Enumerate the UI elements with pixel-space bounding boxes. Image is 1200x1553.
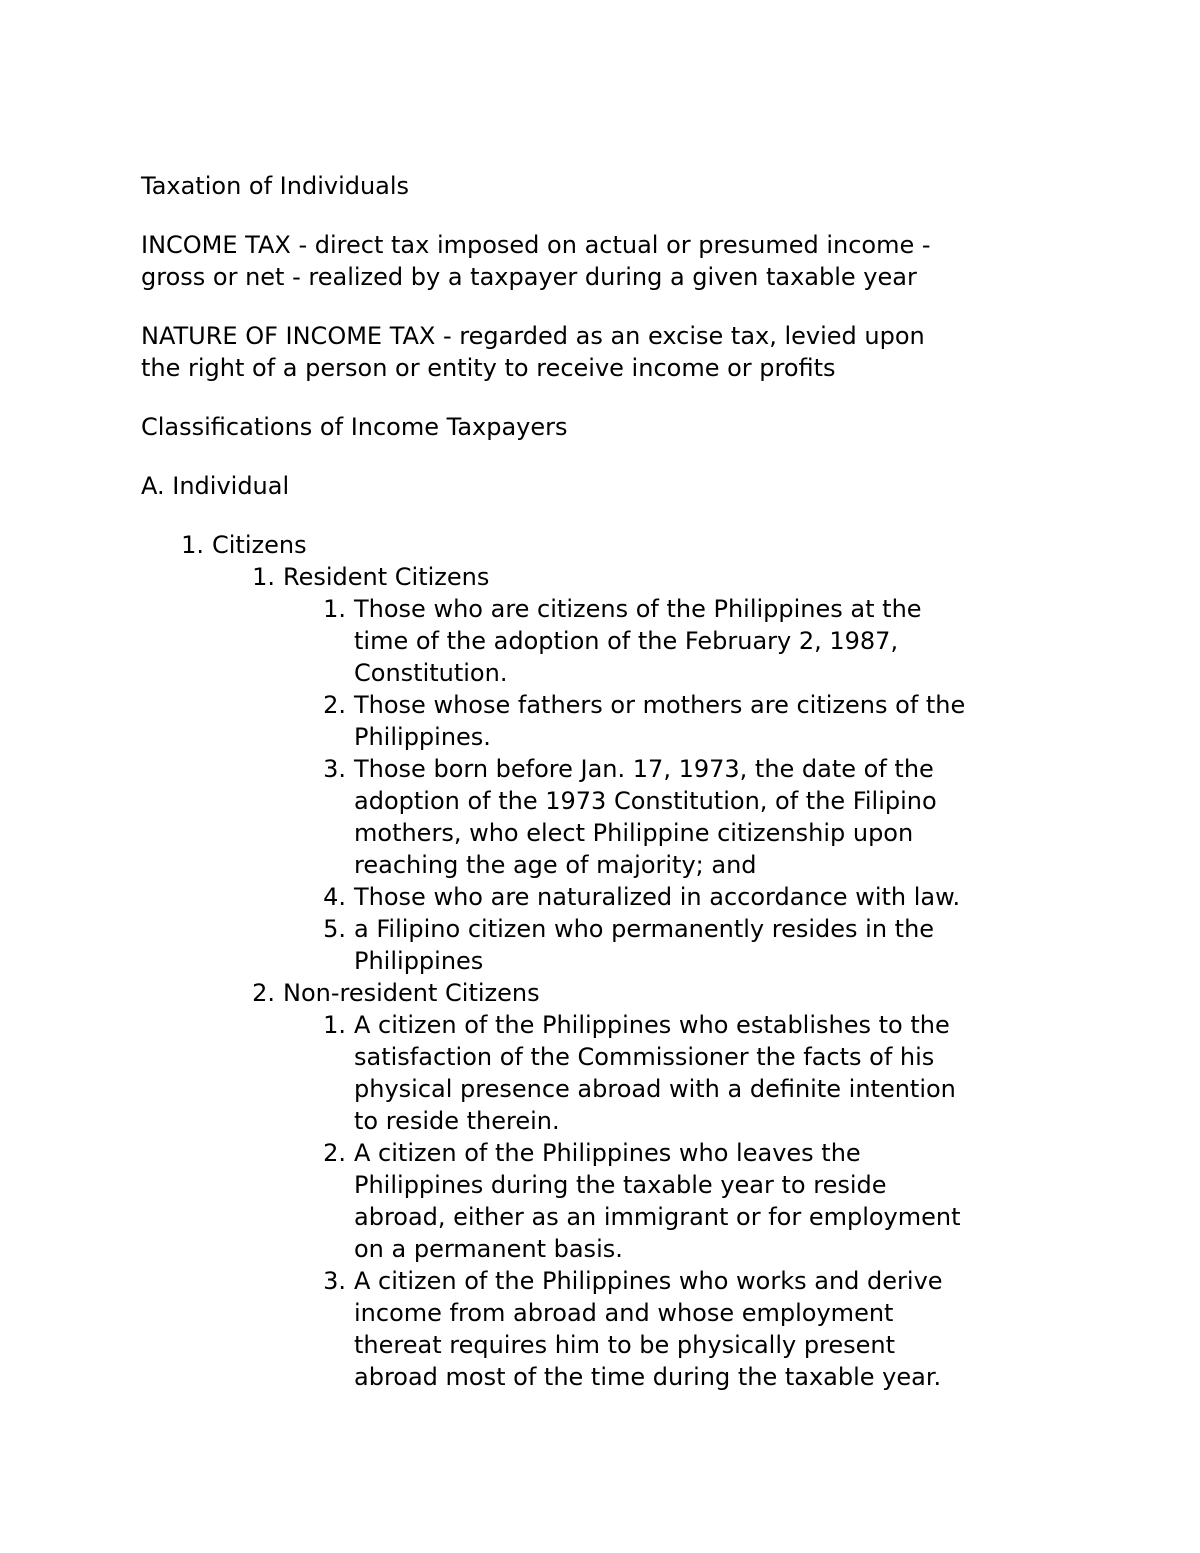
list-item [323, 1137, 961, 1265]
list-item [323, 913, 935, 977]
list-number: 1. [181, 531, 204, 559]
list-number: 2. [323, 1139, 346, 1167]
list-item-line: Philippines [354, 947, 484, 975]
list-item-line: abroad most of the time during the taxable year. [354, 1363, 942, 1391]
list-item-line: income from abroad and whose employment [354, 1299, 894, 1327]
list-item-text [354, 1265, 943, 1393]
list-item-label: Resident Citizens [283, 563, 490, 591]
list-item-line: time of the adoption of the February 2, 1987, [354, 627, 899, 655]
list-item-line: Those who are citizens of the Philippines at the [354, 595, 922, 623]
list-number: 3. [323, 755, 346, 783]
list-item [323, 593, 922, 689]
list-item-line: abroad, either as an immigrant or for employment [354, 1203, 961, 1231]
list-number: 1. [323, 1011, 346, 1039]
list-item-text [354, 1009, 956, 1137]
nature-line: NATURE OF INCOME TAX - regarded as an excise tax, levied upon [141, 322, 925, 350]
list-item-line: Constitution. [354, 659, 508, 687]
list-item [323, 1265, 943, 1393]
list-item-line: adoption of the 1973 Constitution, of the Filipino [354, 787, 937, 815]
income-tax-line: INCOME TAX - direct tax imposed on actual or presumed income - [141, 231, 931, 259]
list-item-line: Philippines. [354, 723, 491, 751]
list-number: 5. [323, 915, 346, 943]
list-item-label: Non-resident Citizens [283, 979, 540, 1007]
list-item-text [354, 593, 922, 689]
list-item-line: physical presence abroad with a definite intention [354, 1075, 956, 1103]
list-item-text [354, 689, 965, 753]
list-item-text [354, 913, 934, 977]
list-item-line: Those whose fathers or mothers are citizens of the [354, 691, 966, 719]
classifications-heading: Classifications of Income Taxpayers [141, 413, 568, 441]
list-item-line: Those born before Jan. 17, 1973, the date of the [354, 755, 934, 783]
section-a-heading: A. Individual [141, 472, 290, 500]
list-number: 4. [323, 883, 346, 911]
list-item-nonresident-citizens [252, 977, 540, 1009]
list-item-label: Citizens [212, 531, 307, 559]
list-number: 2. [252, 979, 275, 1007]
nature-line: the right of a person or entity to receive income or profits [141, 354, 836, 382]
list-item [323, 753, 937, 881]
list-item-text [354, 881, 960, 913]
list-item [323, 689, 966, 753]
list-number: 1. [252, 563, 275, 591]
list-item-citizens [181, 529, 307, 561]
list-number: 2. [323, 691, 346, 719]
list-number: 3. [323, 1267, 346, 1295]
list-item-line: a Filipino citizen who permanently resides in the [354, 915, 935, 943]
list-item-line: A citizen of the Philippines who establishes to the [354, 1011, 950, 1039]
list-item-line: A citizen of the Philippines who leaves the [354, 1139, 861, 1167]
list-number: 1. [323, 595, 346, 623]
list-item-line: on a permanent basis. [354, 1235, 623, 1263]
list-item-line: Philippines during the taxable year to reside [354, 1171, 887, 1199]
list-item-line: satisfaction of the Commissioner the facts of his [354, 1043, 935, 1071]
list-item [323, 1009, 956, 1137]
document-title: Taxation of Individuals [141, 172, 410, 200]
list-item [323, 881, 961, 913]
list-item-line: A citizen of the Philippines who works and derive [354, 1267, 943, 1295]
list-item-line: reaching the age of majority; and [354, 851, 757, 879]
list-item-resident-citizens [252, 561, 490, 593]
income-tax-definition [141, 229, 1071, 293]
income-tax-line: gross or net - realized by a taxpayer during a given taxable year [141, 263, 917, 291]
list-item-text [354, 1137, 961, 1265]
list-item-line: to reside therein. [354, 1107, 560, 1135]
list-item-line: Those who are naturalized in accordance with law. [354, 883, 961, 911]
list-item-line: mothers, who elect Philippine citizenship upon [354, 819, 914, 847]
list-item-line: thereat requires him to be physically present [354, 1331, 896, 1359]
nature-of-income-tax [141, 320, 1071, 384]
list-item-text [354, 753, 937, 881]
